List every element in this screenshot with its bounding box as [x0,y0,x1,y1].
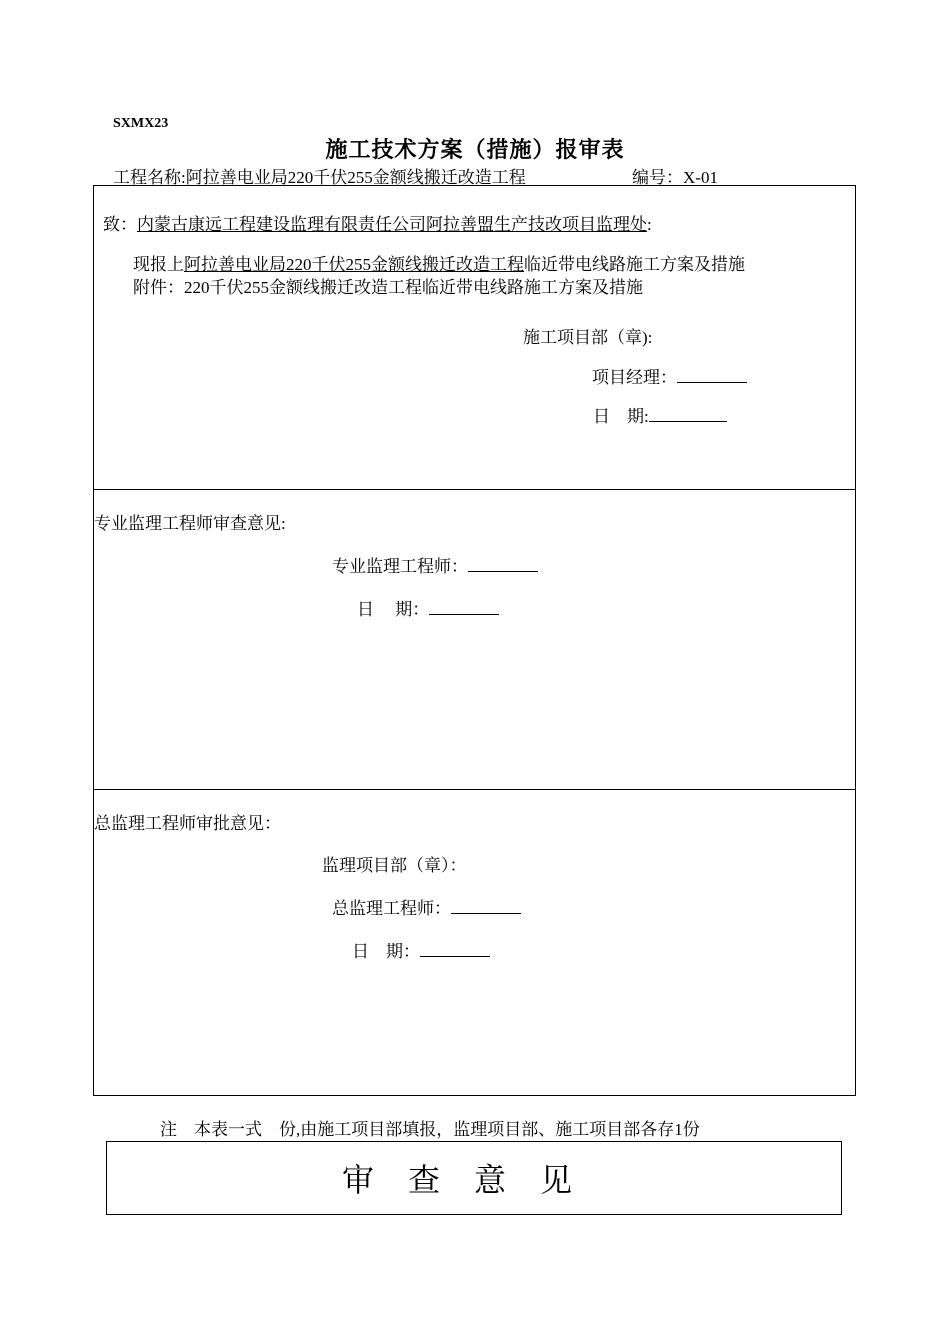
date-label: 日 期： [357,600,430,619]
footer-note: 注 本表一式 份,由施工项目部填报，监理项目部、施工项目部各存1份 [160,1120,700,1139]
date-field [352,937,490,962]
addressee-name: 内蒙古康远工程建设监理有限责任公司阿拉善盟生产技改项目监理处 [137,215,647,234]
signature-blank[interactable] [677,366,747,383]
section-divider [93,789,856,790]
construction-dept-label: 施工项目部（章): [523,328,653,347]
date-blank[interactable] [429,598,499,615]
review-opinion-box [106,1141,842,1215]
date-field [593,402,727,427]
date-field [357,595,499,620]
page-title: 施工技术方案（措施）报审表 [325,137,625,162]
date-blank[interactable] [420,940,490,957]
addressee-suffix: : [647,215,652,234]
specialist-engineer-label: 专业监理工程师： [332,557,468,576]
date-label: 日 期： [352,942,420,961]
chief-engineer-field [332,894,521,919]
chief-engineer-label: 总监理工程师： [332,899,451,918]
date-label: 日 期: [593,407,649,426]
section-divider [93,489,856,490]
project-name: 工程名称:阿拉善电业局220千伏255金额线搬迁改造工程 [113,168,526,187]
report-project: 阿拉善电业局220千伏255金额线搬迁改造工程 [184,255,524,274]
specialist-review-heading: 专业监理工程师审查意见: [94,514,286,533]
report-line [133,250,745,275]
addressee-prefix: 致： [103,215,137,234]
supervision-dept-label: 监理项目部（章）： [322,856,467,875]
report-prefix: 现报上 [133,255,184,274]
addressee-line [103,210,652,235]
specialist-engineer-field [332,552,538,577]
date-blank[interactable] [649,405,727,422]
review-opinion-label: 审查意见 [341,1162,606,1198]
project-manager-label: 项目经理： [592,368,677,387]
project-manager-field [592,363,747,388]
report-suffix: 临近带电线路施工方案及措施 [524,255,745,274]
signature-blank[interactable] [468,555,538,572]
attachment-line: 附件：220千伏255金额线搬迁改造工程临近带电线路施工方案及措施 [133,278,643,297]
chief-approval-heading: 总监理工程师审批意见： [94,814,281,833]
form-code: SXMX23 [113,116,169,131]
form-number: 编号：X-01 [632,168,718,187]
signature-blank[interactable] [451,897,521,914]
